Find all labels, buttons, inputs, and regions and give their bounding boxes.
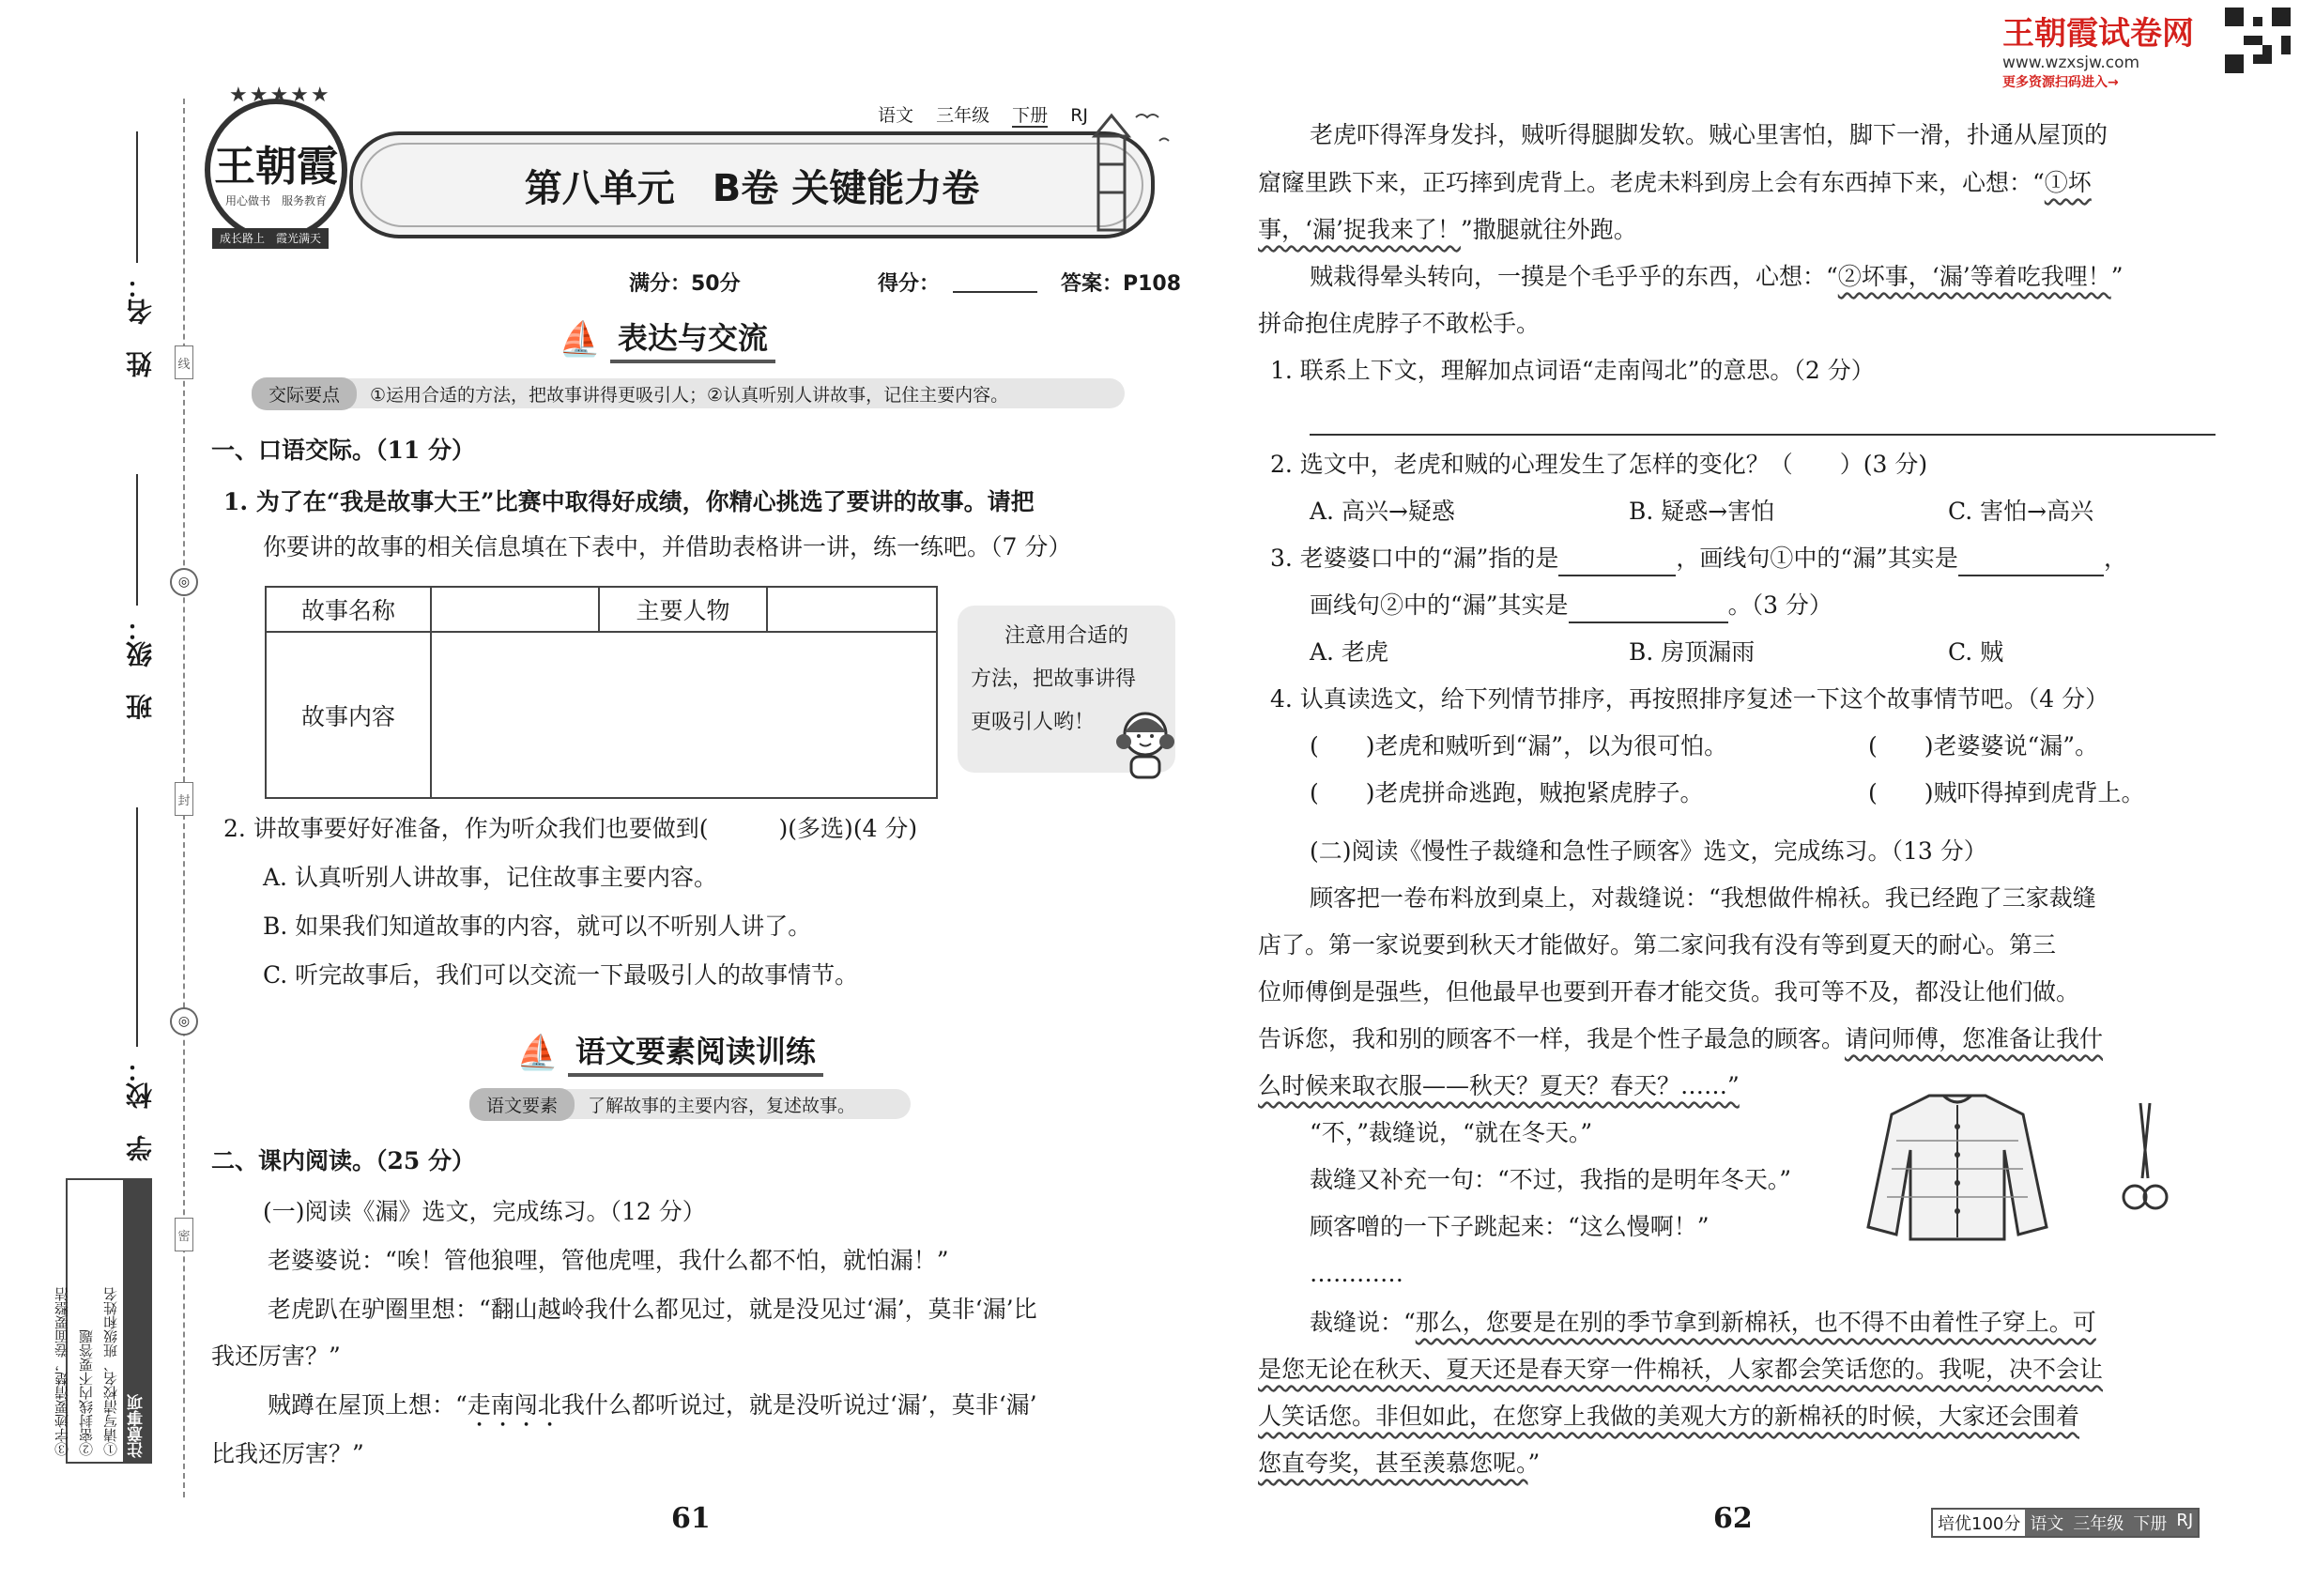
passage-text: 老婆婆说：“唉！管他狼哩，管他虎哩，我什么都不怕，就怕漏！” — [268, 1247, 949, 1274]
school-label: 学 校： — [125, 1056, 156, 1161]
table-header: 故事名称 — [266, 587, 431, 632]
page-title: 第八单元 B卷 关键能力卷 — [524, 166, 980, 210]
question-heading: 二、课内阅读。（25 分） — [211, 1147, 475, 1174]
answer-line[interactable] — [1310, 434, 2216, 436]
scissors-icon — [2122, 1098, 2169, 1220]
sailboat-icon: ⛵ — [516, 1034, 559, 1072]
ordering-item[interactable]: ( )老虎拼命逃跑，贼抱紧虎脖子。 — [1310, 779, 1704, 806]
seal-mark-top: 线 — [175, 345, 193, 379]
section-header-expression: ⛵ 表达与交流 — [559, 315, 775, 363]
lighthouse-icon — [1080, 99, 1192, 239]
passage-text: 裁缝又补充一句：“不过，我指的是明年冬天。” — [1310, 1166, 1792, 1193]
footer-book-tag: 培优100分 语文 三年级 下册 RJ — [1931, 1508, 2200, 1538]
option: A. 认真听别人讲故事，记住故事主要内容。 — [263, 864, 717, 891]
table-header: 主要人物 — [599, 587, 767, 632]
question-text: 2. 讲故事要好好准备，作为听众我们也要做到( )(多选)(4 分) — [223, 815, 918, 842]
publisher-logo: ★★★★★ 王朝霞 用心做书 服务教育 成长路上 霞光满天 — [205, 99, 347, 241]
name-field[interactable] — [136, 131, 138, 263]
passage-text: 贼栽得晕头转向，一摸是个毛乎乎的东西，心想：“②坏事，‘漏’等着吃我哩！” — [1310, 263, 2124, 290]
score-field[interactable] — [953, 291, 1037, 293]
score-label: 得分： — [878, 272, 941, 296]
binding-hole-bottom-icon: ◎ — [170, 1007, 198, 1036]
brand-logo: 王朝霞试卷网 www.wzxsjw.com 更多资源扫码进入→ — [2002, 15, 2194, 90]
option: B. 疑惑→害怕 — [1629, 498, 1775, 525]
passage-text: 是您无论在秋天、夏天还是春天穿一件棉袄，人家都会笑话您的。我呢，决不会让 — [1258, 1356, 2104, 1383]
passage-text: 比我还厉害？” — [211, 1440, 364, 1467]
passage-text: ………… — [1310, 1260, 1403, 1287]
notice-item: ③字迹要清楚，卷面要整洁 — [54, 1287, 70, 1456]
story-name-field[interactable] — [431, 587, 599, 632]
notice-box — [54, 1178, 152, 1464]
option: B. 房顶漏雨 — [1629, 638, 1756, 666]
book-meta: 语文 三年级 下册 RJ — [878, 105, 1088, 126]
passage-text: 位师傅倒是强些，但他最早也要到开春才能交货。我可等不及，都没让他们做。 — [1258, 978, 2080, 1005]
answer-blank[interactable] — [1558, 543, 1676, 576]
seal-mark-bottom: 密 — [175, 1218, 193, 1251]
passage-text: 么时候来取衣服——秋天？夏天？春天？……” — [1258, 1072, 1740, 1099]
question-text: 4. 认真读选文，给下列情节排序，再按照排序复述一下这个故事情节吧。（4 分） — [1270, 685, 2109, 713]
passage-text: 窟窿里跌下来，正巧摔到虎背上。老虎未料到房上会有东西掉下来，心想：“①坏 — [1258, 169, 2092, 196]
story-table — [265, 586, 938, 799]
answer-page: 答案：P108 — [1061, 272, 1182, 296]
page-number-left: 61 — [671, 1502, 711, 1535]
passage-text: 事，‘漏’捉我来了！”撒腿就往外跑。 — [1258, 216, 1637, 243]
school-field[interactable] — [136, 807, 138, 1047]
passage-text: 我还厉害？” — [211, 1343, 341, 1370]
passage-text: 告诉您，我和别的顾客不一样，我是个性子最急的顾客。请问师傅，您准备让我什 — [1258, 1025, 2104, 1052]
passage-text: 店了。第一家说要到秋天才能做好。第二家问我有没有等到夏天的耐心。第三 — [1258, 931, 2057, 959]
passage-text: 裁缝说：“那么，您要是在别的季节拿到新棉袄，也不得不由着性子穿上。可 — [1310, 1309, 2096, 1336]
crown-icon: ★★★★★ — [229, 84, 331, 107]
story-content-field[interactable] — [431, 632, 937, 798]
passage-text: 老虎吓得浑身发抖，贼听得腿脚发软。贼心里害怕，脚下一滑，扑通从屋顶的 — [1310, 121, 2108, 148]
question-text: 画线句②中的“漏”其实是 。（3 分） — [1310, 590, 1832, 623]
question-text: 你要讲的故事的相关信息填在下表中，并借助表格讲一讲，练一练吧。（7 分） — [263, 533, 1072, 560]
passage-subheading: (二)阅读《慢性子裁缝和急性子顾客》选文，完成练习。（13 分） — [1310, 837, 1987, 865]
option: C. 害怕→高兴 — [1948, 498, 2094, 525]
passage-text: 顾客把一卷布料放到桌上，对裁缝说：“我想做件棉袄。我已经跑了三家裁缝 — [1310, 884, 2096, 912]
answer-blank[interactable] — [1958, 543, 2104, 576]
name-label: 姓 名： — [125, 272, 156, 377]
notice-tag: 注意事项 — [123, 1180, 150, 1462]
page-number-right: 62 — [1713, 1502, 1753, 1535]
ordering-item[interactable]: ( )老虎和贼听到“漏”，以为很可怕。 — [1310, 732, 1728, 760]
jacket-illustration-icon — [1863, 1084, 2051, 1244]
question-heading: 一、口语交际。（11 分） — [211, 437, 475, 464]
sailboat-icon: ⛵ — [559, 320, 601, 359]
passage-text: 拼命抱住虎脖子不敢松手。 — [1258, 310, 1541, 337]
ordering-item[interactable]: ( )贼吓得掉到虎背上。 — [1868, 779, 2145, 806]
key-points-bar: 交际要点 ①运用合适的方法，把故事讲得更吸引人；②认真听别人讲故事，记住主要内容。 — [252, 378, 1125, 408]
qr-code-icon[interactable] — [2225, 8, 2291, 73]
passage-text: 顾客噌的一下子跳起来：“这么慢啊！” — [1310, 1213, 1710, 1240]
option: A. 老虎 — [1310, 638, 1388, 666]
hint-bubble: 注意用合适的 方法，把故事讲得 更吸引人哟！ — [958, 606, 1175, 773]
question-text: 1. 为了在“我是故事大王”比赛中取得好成绩，你精心挑选了要讲的故事。请把 — [223, 488, 1035, 515]
table-header: 故事内容 — [266, 632, 431, 798]
class-label: 班 级： — [125, 615, 156, 720]
passage-text: 贼蹲在屋顶上想：“走南闯北我什么都听说过，就是没听说过‘漏’，莫非‘漏’ — [268, 1391, 1037, 1419]
passage-text: 人笑话您。非但如此，在您穿上我做的美观大方的新棉袄的时候，大家还会围着 — [1258, 1403, 2080, 1430]
option: C. 贼 — [1948, 638, 2004, 666]
title-banner — [349, 131, 1155, 238]
passage-text: “不，”裁缝说，“就在冬天。” — [1310, 1119, 1593, 1146]
ordering-item[interactable]: ( )老婆婆说“漏”。 — [1868, 732, 2099, 760]
girl-avatar-icon — [1112, 704, 1178, 779]
question-text: 1. 联系上下文，理解加点词语“走南闯北”的意思。（2 分） — [1270, 357, 1875, 384]
binding-hole-top-icon: ◎ — [170, 568, 198, 596]
question-text: 3. 老婆婆口中的“漏”指的是 ，画线句①中的“漏”其实是 ， — [1270, 543, 2127, 576]
passage-subheading: (一)阅读《漏》选文，完成练习。（12 分） — [263, 1198, 706, 1225]
option: B. 如果我们知道故事的内容，就可以不听别人讲了。 — [263, 913, 812, 940]
full-score: 满分：50分 — [629, 272, 741, 296]
question-text: 2. 选文中，老虎和贼的心理发生了怎样的变化？（ ）(3 分) — [1270, 451, 1928, 478]
elements-bar: 语文要素 了解故事的主要内容，复述故事。 — [469, 1089, 911, 1119]
seal-mark-mid: 封 — [175, 782, 193, 816]
notice-item: ②密封线内不要答题 — [78, 1329, 95, 1456]
answer-blank[interactable] — [1569, 590, 1728, 623]
passage-text: 老虎趴在驴圈里想：“翻山越岭我什么都见过，就是没见过‘漏’，莫非‘漏’比 — [268, 1296, 1037, 1323]
option: A. 高兴→疑惑 — [1310, 498, 1455, 525]
option: C. 听完故事后，我们可以交流一下最吸引人的故事情节。 — [263, 961, 859, 989]
class-field[interactable] — [136, 474, 138, 606]
main-character-field[interactable] — [767, 587, 937, 632]
section-header-reading: ⛵ 语文要素阅读训练 — [516, 1028, 823, 1077]
notice-item: ①请写清校名、班级和姓名 — [102, 1287, 119, 1456]
passage-text: 您直夸奖，甚至羡慕您呢。” — [1258, 1450, 1541, 1477]
